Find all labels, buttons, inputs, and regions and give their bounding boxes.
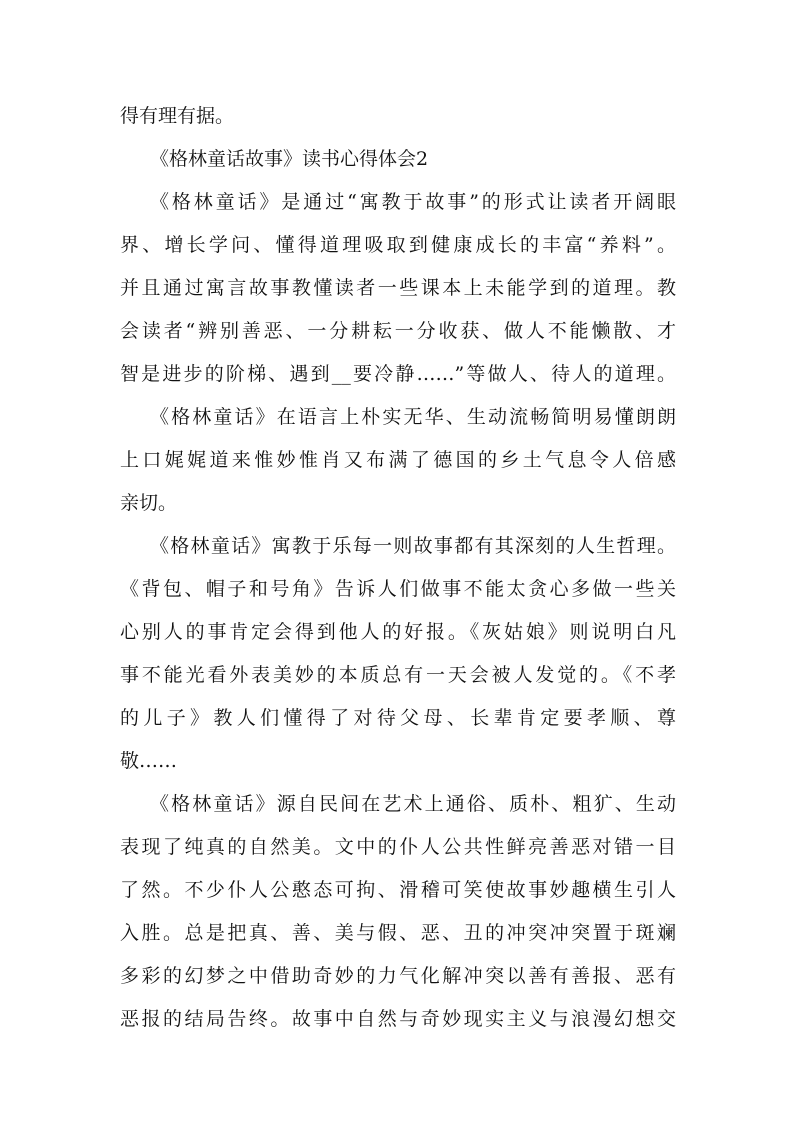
text-line: 会读者“辨别善恶、一分耕耘一分收获、做人不能懒散、才	[120, 320, 676, 342]
text-line: 智是进步的阶梯、遇到__要冷静……”等做人、待人的道理。	[120, 363, 676, 385]
text-line: 的儿子》教人们懂得了对待父母、长辈肯定要孝顺、尊	[120, 707, 676, 729]
text-line: 多彩的幻梦之中借助奇妙的力气化解冲突以善有善报、恶有	[120, 965, 676, 987]
text-line: 入胜。总是把真、善、美与假、恶、丑的冲突冲突置于斑斓	[120, 922, 676, 944]
text-line: 并且通过寓言故事教懂读者一些课本上未能学到的道理。教	[120, 277, 676, 299]
section-title: 《格林童话故事》读书心得体会2	[150, 148, 429, 170]
text-line: 《格林童话》源自民间在艺术上通俗、质朴、粗犷、生动	[150, 793, 676, 815]
text-line: 心别人的事肯定会得到他人的好报。《灰姑娘》则说明白凡	[120, 621, 676, 643]
text-line: 恶报的结局告终。故事中自然与奇妙现实主义与浪漫幻想交	[120, 1008, 676, 1030]
text-line: 界、增长学问、懂得道理吸取到健康成长的丰富“养料”。	[120, 234, 676, 256]
text-line: 上口娓娓道来惟妙惟肖又布满了德国的乡土气息令人倍感	[120, 449, 676, 471]
text-line: 了然。不少仆人公憨态可拘、滑稽可笑使故事妙趣横生引人	[120, 879, 676, 901]
text-line: 《格林童话》寓教于乐每一则故事都有其深刻的人生哲理。	[150, 535, 676, 557]
text-line: 得有理有据。	[120, 105, 235, 127]
text-line: 表现了纯真的自然美。文中的仆人公共性鲜亮善恶对错一目	[120, 836, 676, 858]
text-line: 事不能光看外表美妙的本质总有一天会被人发觉的。《不孝	[120, 664, 676, 686]
text-line: 《格林童话》在语言上朴实无华、生动流畅简明易懂朗朗	[150, 406, 676, 428]
text-line: 《格林童话》是通过“寓教于故事”的形式让读者开阔眼	[150, 191, 676, 213]
text-line: 《背包、帽子和号角》告诉人们做事不能太贪心多做一些关	[120, 578, 676, 600]
text-line: 敬……	[120, 750, 178, 772]
text-line: 亲切。	[120, 492, 178, 514]
